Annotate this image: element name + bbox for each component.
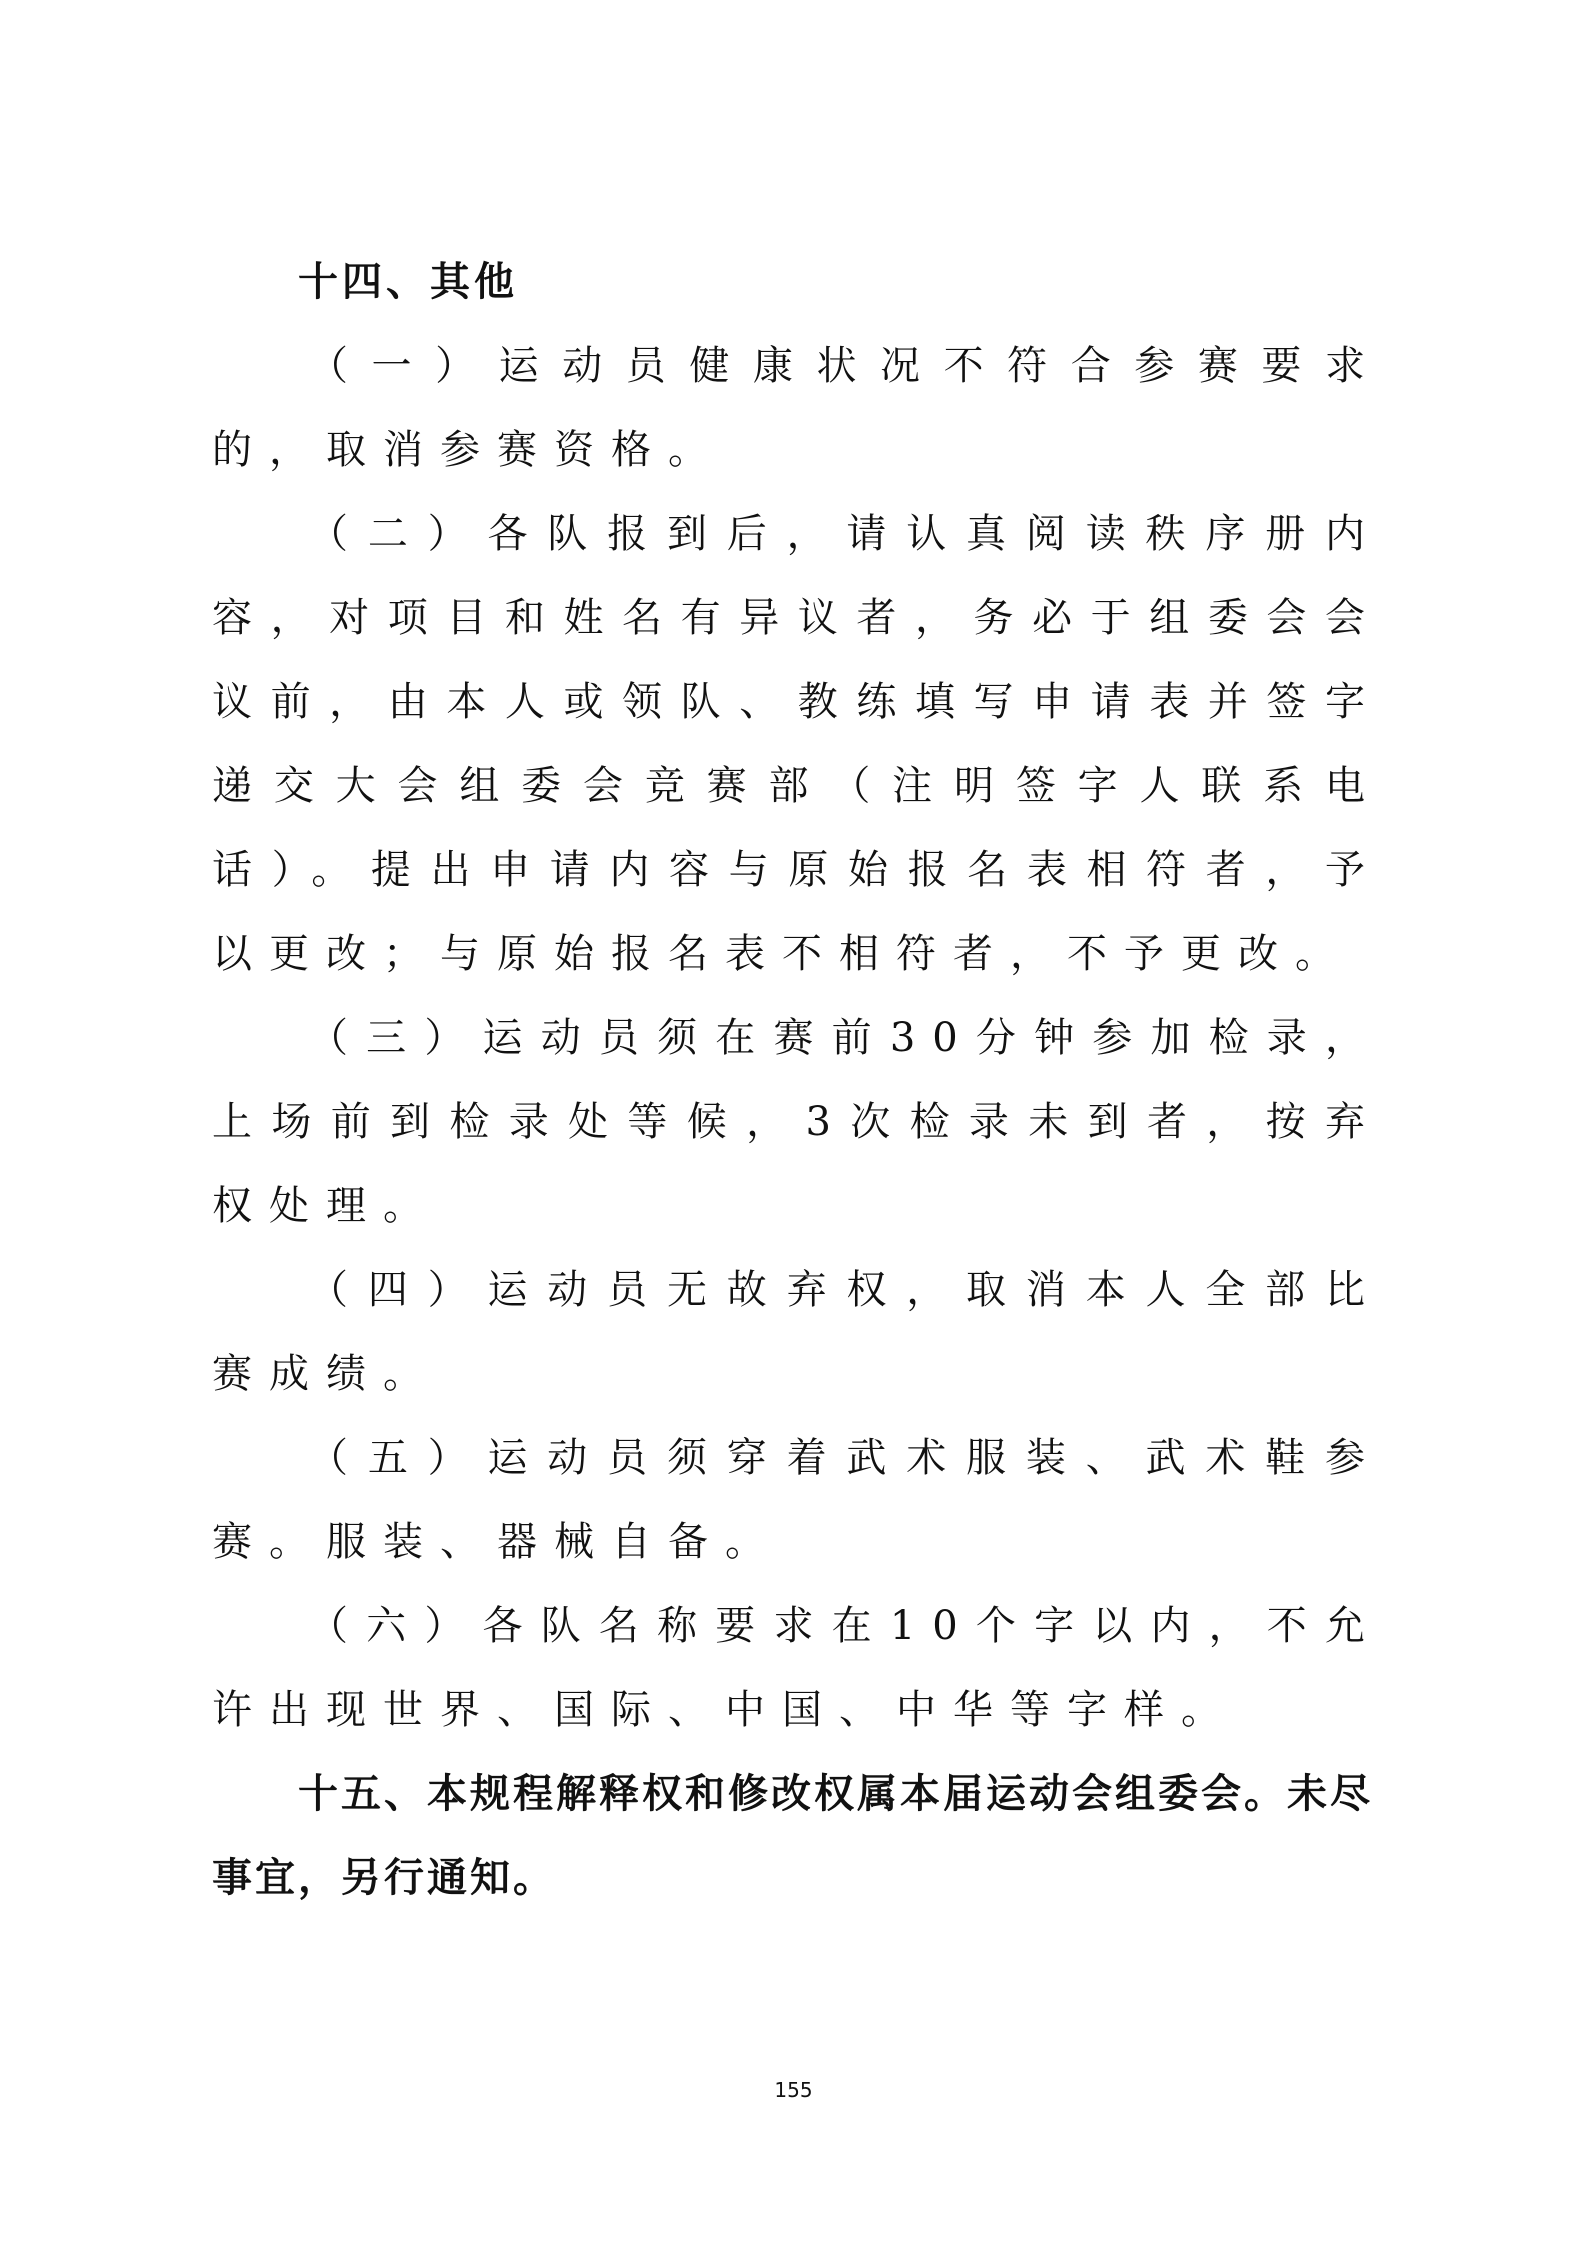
section-14-item-2: （二）各队报到后，请认真阅读秩序册内容，对项目和姓名有异议者，务必于组委会会议前，由本人或领队、教练填写申请表并签字递交大会组委会竞赛部（注明签字人联系电话）。提出申请内容与原始报名表相符者，予以更改；与原始报名表不相符者，不予更改。 [212,511,1382,977]
section-14-heading: 十四、其他 [298,259,518,305]
document-body [212,240,1382,1920]
section-14-item-5: （五）运动员须穿着武术服装、武术鞋参赛。服装、器械自备。 [212,1435,1382,1565]
section-14-item-4: （四）运动员无故弃权，取消本人全部比赛成绩。 [212,1267,1382,1397]
section-15-heading: 十五、本规程解释权和修改权属本届运动会组委会。未尽事宜，另行通知。 [212,1771,1373,1901]
section-14-item-3: （三）运动员须在赛前30分钟参加检录，上场前到检录处等候，3次检录未到者，按弃权处理。 [212,1015,1382,1229]
section-14-item-1: （一）运动员健康状况不符合参赛要求的，取消参赛资格。 [212,343,1382,473]
section-14-item-6: （六）各队名称要求在10个字以内，不允许出现世界、国际、中国、中华等字样。 [212,1603,1382,1733]
page-number: 155 [774,2078,813,2102]
